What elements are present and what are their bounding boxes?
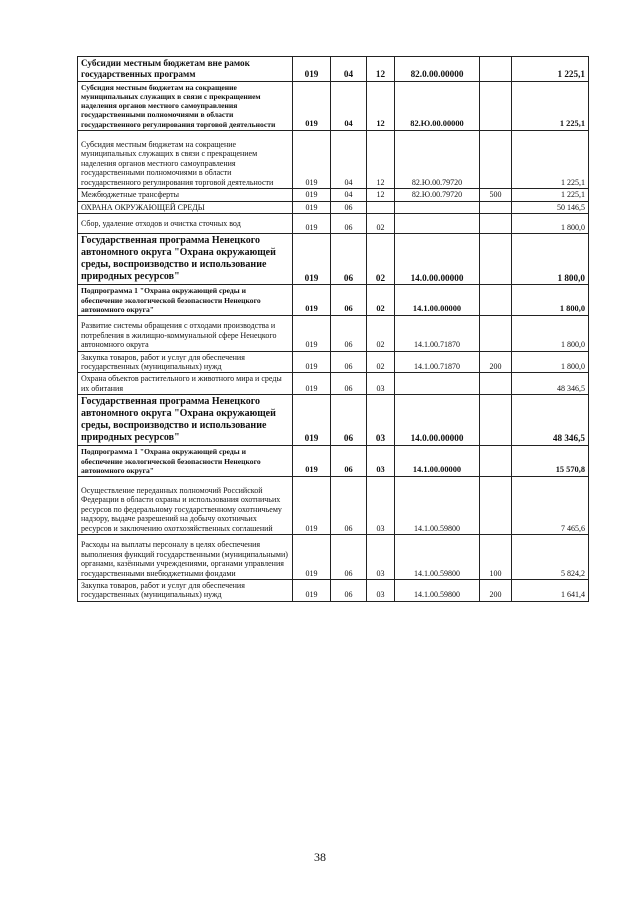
row-expense-type: 200 bbox=[480, 579, 512, 601]
row-ministry-code: 019 bbox=[293, 81, 331, 130]
row-section-code: 06 bbox=[331, 316, 367, 351]
row-ministry-code: 019 bbox=[293, 130, 331, 188]
row-expense-type: 100 bbox=[480, 535, 512, 580]
row-section-code: 06 bbox=[331, 477, 367, 535]
row-target-code: 82.0.00.00000 bbox=[395, 57, 480, 82]
row-target-code: 82.Ю.00.00000 bbox=[395, 81, 480, 130]
row-section-code: 04 bbox=[331, 57, 367, 82]
row-subsection-code: 02 bbox=[367, 316, 395, 351]
row-ministry-code: 019 bbox=[293, 373, 331, 395]
row-sum: 1 800,0 bbox=[512, 351, 589, 373]
row-section-code: 06 bbox=[331, 395, 367, 446]
row-section-code: 06 bbox=[331, 214, 367, 234]
row-expense-type bbox=[480, 81, 512, 130]
row-sum: 15 570,8 bbox=[512, 446, 589, 477]
budget-table bbox=[77, 56, 589, 602]
row-subsection-code: 02 bbox=[367, 351, 395, 373]
row-name: Сбор, удаление отходов и очистка сточных вод bbox=[78, 214, 293, 234]
row-sum: 5 824,2 bbox=[512, 535, 589, 580]
table-row bbox=[78, 214, 589, 234]
table-row bbox=[78, 395, 589, 446]
table-row bbox=[78, 446, 589, 477]
row-target-code: 14.1.00.00000 bbox=[395, 446, 480, 477]
row-expense-type: 500 bbox=[480, 189, 512, 201]
row-target-code: 14.1.00.00000 bbox=[395, 285, 480, 316]
row-ministry-code: 019 bbox=[293, 535, 331, 580]
table-row bbox=[78, 351, 589, 373]
row-name: Государственная программа Ненецкого автономного округа "Охрана окружающей среды, воспроизводство и использование природных ресурсов" bbox=[78, 234, 293, 285]
row-section-code: 04 bbox=[331, 130, 367, 188]
row-target-code: 14.1.00.59800 bbox=[395, 579, 480, 601]
row-expense-type bbox=[480, 285, 512, 316]
row-expense-type bbox=[480, 373, 512, 395]
row-ministry-code: 019 bbox=[293, 214, 331, 234]
row-sum: 1 800,0 bbox=[512, 214, 589, 234]
row-sum: 1 641,4 bbox=[512, 579, 589, 601]
row-subsection-code: 03 bbox=[367, 446, 395, 477]
row-sum: 1 800,0 bbox=[512, 285, 589, 316]
row-subsection-code: 12 bbox=[367, 81, 395, 130]
row-sum: 1 225,1 bbox=[512, 81, 589, 130]
row-expense-type bbox=[480, 395, 512, 446]
row-expense-type bbox=[480, 316, 512, 351]
row-name: Субсидия местным бюджетам на сокращение муниципальных служащих в связи с прекращением наделения органов местного самоуправления государственными полномочиями в области государственного регулирования торговой деятельности bbox=[78, 81, 293, 130]
row-ministry-code: 019 bbox=[293, 57, 331, 82]
row-subsection-code: 03 bbox=[367, 477, 395, 535]
table-row bbox=[78, 234, 589, 285]
table-row bbox=[78, 130, 589, 188]
row-ministry-code: 019 bbox=[293, 351, 331, 373]
row-name: Закупка товаров, работ и услуг для обеспечения государственных (муниципальных) нужд bbox=[78, 351, 293, 373]
row-target-code: 14.0.00.00000 bbox=[395, 234, 480, 285]
row-section-code: 06 bbox=[331, 285, 367, 316]
row-target-code bbox=[395, 373, 480, 395]
row-subsection-code: 02 bbox=[367, 285, 395, 316]
row-subsection-code: 12 bbox=[367, 57, 395, 82]
row-subsection-code: 03 bbox=[367, 395, 395, 446]
row-subsection-code: 12 bbox=[367, 130, 395, 188]
row-expense-type bbox=[480, 234, 512, 285]
row-expense-type bbox=[480, 57, 512, 82]
row-expense-type bbox=[480, 446, 512, 477]
row-name: Закупка товаров, работ и услуг для обеспечения государственных (муниципальных) нужд bbox=[78, 579, 293, 601]
row-name: Осуществление переданных полномочий Российской Федерации в области охраны и использования охотничьих ресурсов по федеральному государственному охотничьему надзору, выдаче разрешений на добычу охотничьих ресурсов и заключению охотхозяйственных соглашений bbox=[78, 477, 293, 535]
table-row bbox=[78, 316, 589, 351]
row-name: Расходы на выплаты персоналу в целях обеспечения выполнения функций государственными (муниципальными) органами, казёнными учреждениями, органами управления государственными внебюджетными фондами bbox=[78, 535, 293, 580]
row-ministry-code: 019 bbox=[293, 234, 331, 285]
row-section-code: 06 bbox=[331, 351, 367, 373]
row-sum: 1 225,1 bbox=[512, 57, 589, 82]
table-row bbox=[78, 285, 589, 316]
row-ministry-code: 019 bbox=[293, 285, 331, 316]
row-subsection-code: 03 bbox=[367, 535, 395, 580]
row-target-code: 82.Ю.00.79720 bbox=[395, 189, 480, 201]
row-target-code: 14.1.00.71870 bbox=[395, 351, 480, 373]
row-target-code: 14.0.00.00000 bbox=[395, 395, 480, 446]
row-ministry-code: 019 bbox=[293, 201, 331, 213]
row-target-code: 14.1.00.59800 bbox=[395, 535, 480, 580]
row-subsection-code: 03 bbox=[367, 579, 395, 601]
table-row bbox=[78, 535, 589, 580]
row-expense-type bbox=[480, 477, 512, 535]
table-row bbox=[78, 57, 589, 82]
row-target-code bbox=[395, 201, 480, 213]
page-number: 38 bbox=[314, 850, 326, 864]
row-ministry-code: 019 bbox=[293, 316, 331, 351]
table-row bbox=[78, 81, 589, 130]
row-sum: 1 225,1 bbox=[512, 130, 589, 188]
row-sum: 1 800,0 bbox=[512, 316, 589, 351]
row-section-code: 04 bbox=[331, 81, 367, 130]
row-sum: 7 465,6 bbox=[512, 477, 589, 535]
row-subsection-code: 02 bbox=[367, 234, 395, 285]
row-sum: 50 146,5 bbox=[512, 201, 589, 213]
row-ministry-code: 019 bbox=[293, 189, 331, 201]
row-expense-type bbox=[480, 130, 512, 188]
row-name: Субсидия местным бюджетам на сокращение муниципальных служащих в связи с прекращением наделения органов местного самоуправления государственными полномочиями в области государственного регулирования торговой деятельности bbox=[78, 130, 293, 188]
row-expense-type bbox=[480, 201, 512, 213]
row-name: Охрана объектов растительного и животного мира и среды их обитания bbox=[78, 373, 293, 395]
row-section-code: 06 bbox=[331, 201, 367, 213]
table-row bbox=[78, 373, 589, 395]
row-section-code: 06 bbox=[331, 446, 367, 477]
row-name: Межбюджетные трансферты bbox=[78, 189, 293, 201]
row-ministry-code: 019 bbox=[293, 477, 331, 535]
row-target-code bbox=[395, 214, 480, 234]
row-sum: 1 800,0 bbox=[512, 234, 589, 285]
row-subsection-code: 03 bbox=[367, 373, 395, 395]
table-row bbox=[78, 579, 589, 601]
row-target-code: 82.Ю.00.79720 bbox=[395, 130, 480, 188]
row-subsection-code: 12 bbox=[367, 189, 395, 201]
row-section-code: 06 bbox=[331, 535, 367, 580]
row-subsection-code: 02 bbox=[367, 214, 395, 234]
row-sum: 1 225,1 bbox=[512, 189, 589, 201]
table-row bbox=[78, 477, 589, 535]
row-ministry-code: 019 bbox=[293, 579, 331, 601]
row-subsection-code bbox=[367, 201, 395, 213]
table-row bbox=[78, 201, 589, 213]
row-section-code: 06 bbox=[331, 579, 367, 601]
row-name: Государственная программа Ненецкого автономного округа "Охрана окружающей среды, воспроизводство и использование природных ресурсов" bbox=[78, 395, 293, 446]
row-ministry-code: 019 bbox=[293, 395, 331, 446]
row-section-code: 04 bbox=[331, 189, 367, 201]
row-expense-type: 200 bbox=[480, 351, 512, 373]
row-expense-type bbox=[480, 214, 512, 234]
row-name: ОХРАНА ОКРУЖАЮЩЕЙ СРЕДЫ bbox=[78, 201, 293, 213]
row-ministry-code: 019 bbox=[293, 446, 331, 477]
row-name: Подпрограмма 1 "Охрана окружающей среды и обеспечение экологической безопасности Ненецкого автономного округа" bbox=[78, 285, 293, 316]
row-section-code: 06 bbox=[331, 234, 367, 285]
table-row bbox=[78, 189, 589, 201]
row-sum: 48 346,5 bbox=[512, 373, 589, 395]
row-target-code: 14.1.00.59800 bbox=[395, 477, 480, 535]
row-name: Развитие системы обращения с отходами производства и потребления в жилищно-коммунальной сфере Ненецкого автономного округа bbox=[78, 316, 293, 351]
row-sum: 48 346,5 bbox=[512, 395, 589, 446]
row-target-code: 14.1.00.71870 bbox=[395, 316, 480, 351]
row-section-code: 06 bbox=[331, 373, 367, 395]
row-name: Субсидии местным бюджетам вне рамок государственных программ bbox=[78, 57, 293, 82]
row-name: Подпрограмма 1 "Охрана окружающей среды и обеспечение экологической безопасности Ненецкого автономного округа" bbox=[78, 446, 293, 477]
